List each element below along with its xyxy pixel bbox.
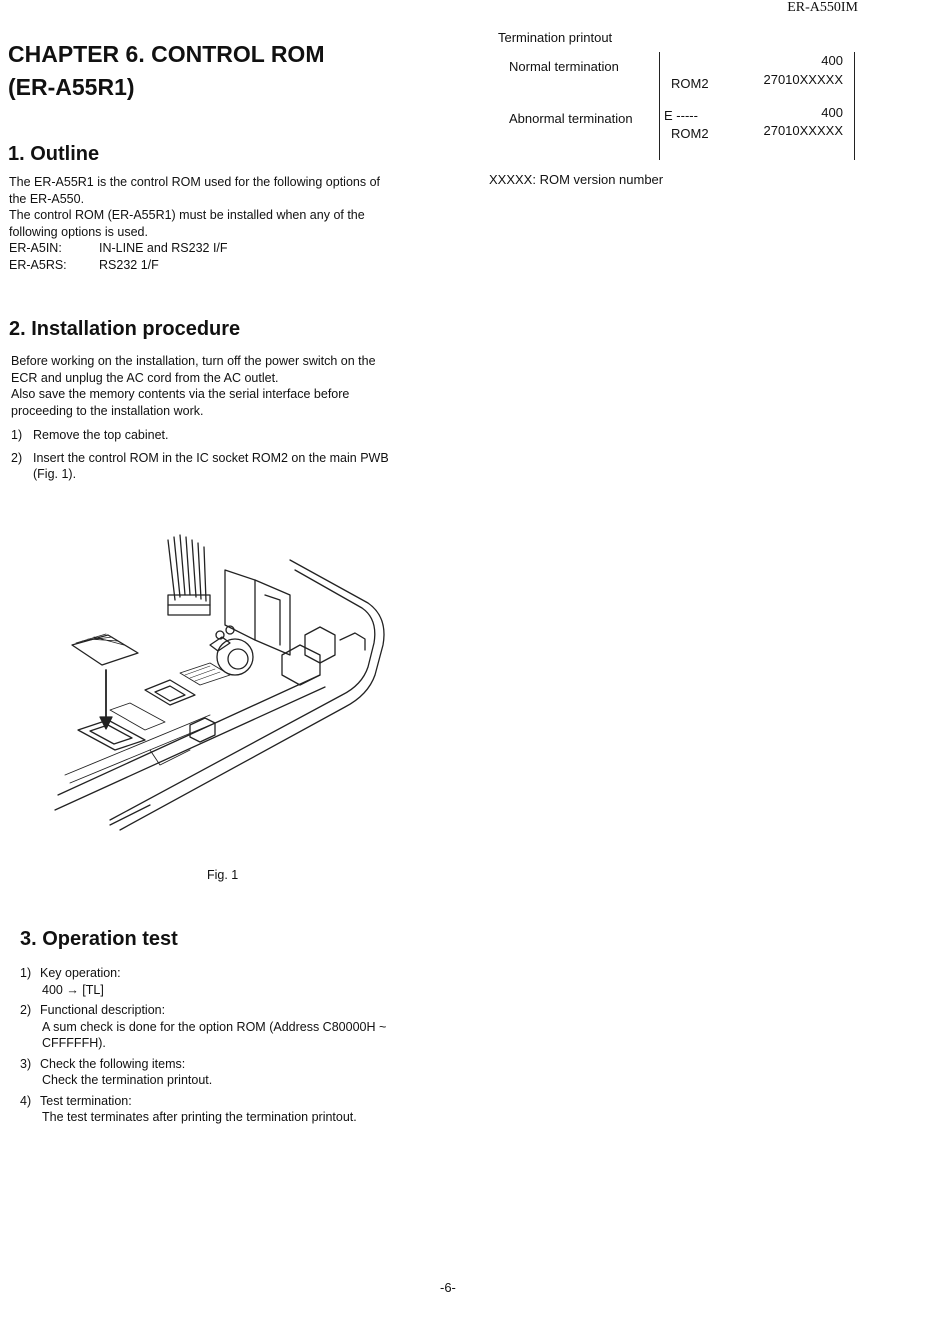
page-number: -6- bbox=[440, 1280, 456, 1295]
installation-heading: 2. Installation procedure bbox=[9, 318, 241, 340]
item-title: Test termination: bbox=[40, 1093, 132, 1108]
outline-para2-line1: The control ROM (ER-A55R1) must be installed when any of the bbox=[9, 208, 365, 222]
abnormal-line2-left: ROM2 bbox=[671, 126, 709, 141]
step-text: Insert the control ROM in the IC socket ROM2 on the main PWB bbox=[33, 450, 389, 465]
chapter-title-line2: (ER-A55R1) bbox=[8, 74, 135, 100]
step-number: 1) bbox=[11, 428, 23, 442]
rom-version-note: XXXXX: ROM version number bbox=[489, 172, 664, 187]
installation-line1: Before working on the installation, turn off the power switch on the bbox=[11, 354, 376, 368]
installation-step bbox=[11, 427, 426, 444]
abnormal-line1-right: 400 bbox=[821, 105, 843, 120]
termination-title: Termination printout bbox=[498, 30, 613, 45]
item-detail: 400 → [TL] bbox=[42, 982, 104, 997]
item-detail-continued: CFFFFFH). bbox=[42, 1036, 106, 1050]
option-desc: RS232 1/F bbox=[99, 257, 159, 272]
installation-line4: proceeding to the installation work. bbox=[11, 403, 204, 418]
operation-item bbox=[20, 1093, 440, 1126]
installation-steps bbox=[11, 427, 426, 483]
item-number: 4) bbox=[20, 1093, 32, 1108]
operation-item bbox=[20, 1002, 440, 1052]
operation-section bbox=[20, 965, 440, 1126]
item-number: 3) bbox=[20, 1056, 32, 1071]
item-detail: Check the termination printout. bbox=[42, 1073, 213, 1087]
option-code: ER-A5IN: bbox=[9, 241, 62, 255]
installation-step bbox=[11, 450, 426, 483]
item-title: Check the following items: bbox=[40, 1056, 186, 1071]
operation-item bbox=[20, 1056, 440, 1089]
normal-line2-left: ROM2 bbox=[671, 76, 709, 91]
item-number: 2) bbox=[20, 1003, 32, 1017]
item-detail: The test terminates after printing the termination printout. bbox=[42, 1110, 357, 1124]
abnormal-line2-right: 27010XXXXX bbox=[763, 123, 843, 138]
option-row bbox=[9, 257, 429, 274]
item-number: 1) bbox=[20, 966, 32, 980]
item-title: Functional description: bbox=[40, 1003, 166, 1017]
chapter-title-line1: CHAPTER 6. CONTROL ROM bbox=[8, 41, 325, 67]
installation-line2: ECR and unplug the AC cord from the AC outlet. bbox=[11, 370, 279, 385]
normal-line2-right: 27010XXXXX bbox=[763, 72, 843, 87]
outline-heading: 1. Outline bbox=[8, 143, 100, 165]
installation-section bbox=[11, 353, 426, 489]
step-number: 2) bbox=[11, 450, 23, 465]
item-detail: A sum check is done for the option ROM (Address C80000H ~ bbox=[42, 1019, 387, 1034]
printout-left-edge bbox=[659, 52, 660, 160]
rom-installation-figure bbox=[50, 525, 395, 840]
abnormal-termination-label: Abnormal termination bbox=[509, 111, 633, 126]
installation-line3: Also save the memory contents via the serial interface before bbox=[11, 387, 350, 401]
option-row bbox=[9, 240, 429, 257]
step-text: Remove the top cabinet. bbox=[33, 428, 169, 442]
chapter-title bbox=[8, 38, 324, 104]
option-code: ER-A5RS: bbox=[9, 257, 67, 272]
abnormal-line1-left: E ----- bbox=[664, 108, 698, 123]
document-model-number: ER-A550IM bbox=[787, 0, 858, 15]
option-desc: IN-LINE and RS232 I/F bbox=[99, 241, 228, 255]
normal-line1-right: 400 bbox=[821, 53, 843, 68]
printout-right-edge bbox=[854, 52, 855, 160]
operation-heading: 3. Operation test bbox=[20, 928, 178, 950]
outline-para2-line2: following options is used. bbox=[9, 224, 148, 239]
outline-section bbox=[9, 174, 429, 273]
operation-item bbox=[20, 965, 440, 998]
figure-caption: Fig. 1 bbox=[207, 868, 239, 882]
outline-para1-line1: The ER-A55R1 is the control ROM used for the following options of bbox=[9, 175, 381, 189]
item-title: Key operation: bbox=[40, 966, 121, 980]
step-text-continued: (Fig. 1). bbox=[33, 467, 77, 481]
normal-termination-label: Normal termination bbox=[509, 59, 619, 74]
outline-para1-line2: the ER-A550. bbox=[9, 191, 85, 206]
